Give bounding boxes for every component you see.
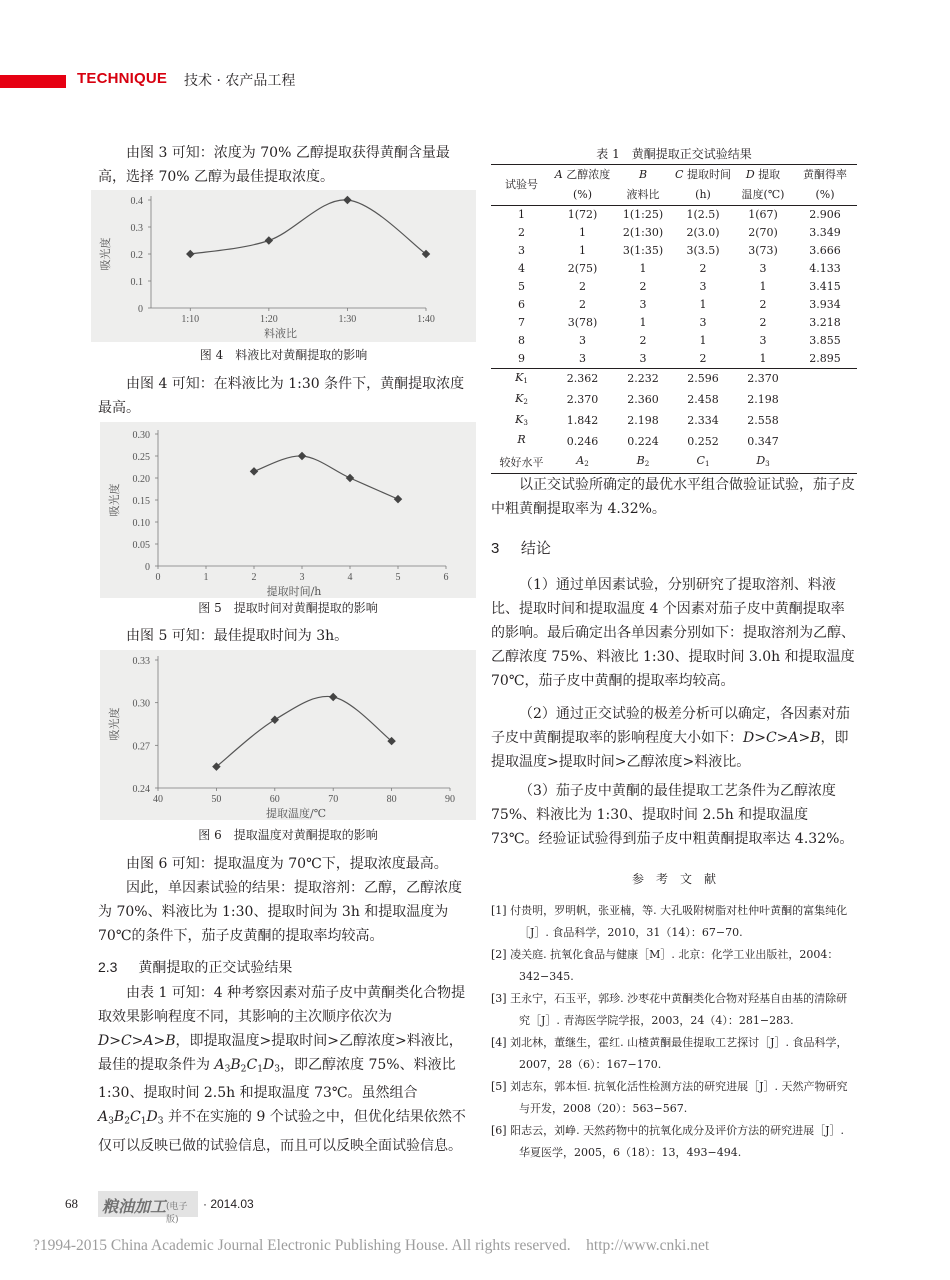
table-cell: 1 (579, 244, 586, 257)
y-tick-label: 0.4 (130, 196, 143, 207)
series-line (254, 456, 398, 499)
table-col0-header: 试验号 (505, 178, 538, 191)
table-cell: 1 (579, 226, 586, 239)
table-row (491, 278, 857, 296)
data-point (298, 452, 306, 460)
data-point (250, 467, 258, 475)
table-cell: 3 (699, 316, 707, 329)
y-tick-label: 0.3 (130, 223, 143, 234)
table-row (491, 332, 857, 350)
y-tick-label: 0.1 (130, 277, 143, 288)
table-cell: 3(3.5) (686, 244, 720, 257)
table-cell: 1 (639, 316, 647, 329)
table-1-grid (491, 165, 857, 473)
data-point (329, 693, 337, 701)
x-tick-label: 2 (251, 572, 257, 583)
table-header-a-bottom: (%) (572, 188, 593, 201)
table-cell: 9 (518, 352, 525, 365)
table-cell: $A_2$ (576, 454, 589, 468)
y-tick-label: 0.27 (132, 741, 150, 753)
figure-5-chart (100, 422, 476, 598)
table-cell: 2(70) (748, 226, 778, 239)
table-cell: 0.246 (566, 434, 599, 448)
figure-5-caption: 图 5 提取时间对黄酮提取的影响 (198, 601, 378, 615)
y-tick-label: 0.15 (132, 496, 150, 507)
figure-6-chart (100, 650, 476, 820)
table-header-d-top: D 提取 (745, 168, 781, 181)
table-cell: 2 (639, 280, 647, 293)
table-cell: 2.232 (627, 372, 659, 386)
y-tick-label: 0.2 (130, 250, 143, 261)
x-tick-label: 1:30 (338, 314, 357, 325)
table-cell: 4.133 (809, 262, 841, 275)
table-cell: 2.362 (566, 372, 599, 386)
figure-6 (100, 650, 476, 820)
table-cell: 7 (518, 316, 525, 329)
table-cell: $D_3$ (756, 454, 770, 468)
table-cell: 2.360 (627, 393, 659, 407)
table-row (491, 242, 857, 260)
table-1-title: 表 1 黄酮提取正交试验结果 (596, 147, 752, 161)
y-tick-label: 0.20 (132, 474, 150, 485)
table-stat-row (491, 390, 857, 411)
table-row (491, 314, 857, 332)
table-best-label: 较好水平 (499, 455, 544, 469)
table-cell: 1 (759, 280, 767, 293)
table-cell: 2 (759, 298, 767, 311)
para-fig6-conclusion: 由图 6 可知：提取温度为 70℃下，提取浓度最高。 (126, 856, 448, 872)
y-tick-label: 0.05 (132, 540, 150, 551)
table-cell: 4 (518, 262, 525, 275)
cnki-copyright: ?1994-2015 China Academic Journal Electronic Publishing House. All rights reserved. http://www.cnki.net (33, 1237, 710, 1254)
section-3-number: 3 (491, 540, 500, 557)
table-row (491, 206, 857, 225)
y-tick-label: 0.30 (132, 430, 150, 441)
table-cell: 3 (699, 280, 707, 293)
table-cell: 3 (759, 334, 767, 347)
table-cell: 2 (579, 280, 586, 293)
x-axis-title: 料液比 (264, 327, 297, 340)
y-tick-label: 0.24 (132, 784, 150, 795)
x-tick-label: 1 (203, 572, 209, 583)
table-header-yield-bottom: (%) (815, 188, 835, 201)
table-cell: 1(2.5) (686, 208, 720, 221)
figure-4-caption: 图 4 料液比对黄酮提取的影响 (199, 348, 368, 362)
x-tick-label: 70 (328, 794, 339, 805)
x-axis-title: 提取温度/℃ (265, 807, 327, 820)
table-cell: 2.370 (566, 393, 599, 407)
y-tick-label: 0.30 (132, 698, 150, 710)
reference-item: [3] 王永宁，石玉平，郭珍. 沙枣花中黄酮类化合物对羟基自由基的清除研究［J］. 青海医学院学报，2003，24（4）：281−283. (491, 992, 848, 1027)
x-tick-label: 3 (299, 572, 305, 583)
data-point (271, 715, 279, 723)
combo-b: $A_3B_2C_1D_3$ (98, 1109, 164, 1127)
table-cell: 3.934 (809, 298, 841, 311)
y-tick-label: 0.10 (132, 518, 150, 529)
x-tick-label: 50 (211, 794, 222, 805)
table-stat-label: $K_2$ (515, 391, 528, 406)
table-header-yield-top: 黄酮得率 (803, 168, 847, 181)
x-tick-label: 0 (155, 572, 161, 583)
series-line (216, 696, 391, 766)
table-cell: 1 (518, 208, 525, 221)
figure-4-chart (91, 190, 476, 342)
x-tick-label: 5 (395, 572, 401, 583)
y-tick-label: 0.33 (132, 656, 150, 667)
table-cell: 2.895 (809, 352, 841, 365)
table-cell: 1 (699, 334, 707, 347)
x-tick-label: 1:20 (259, 314, 278, 325)
header-brand-en: TECHNIQUE (77, 70, 168, 87)
table-cell: 2.558 (747, 413, 779, 427)
table-row (491, 224, 857, 242)
table-cell: 3(73) (748, 244, 778, 257)
table-cell: 2.198 (747, 393, 779, 407)
table-stat-label: R (517, 433, 526, 447)
table-cell: 3.415 (809, 280, 841, 293)
table-cell: 3 (579, 334, 586, 347)
table-stat-row (491, 369, 857, 390)
table-cell: 1(67) (748, 208, 778, 221)
conclusion-1: （1）通过单因素试验，分别研究了提取溶剂、料液比、提取时间和提取温度 4 个因素对茄子皮中黄酮提取率的影响。最后确定出各单因素分别如下：提取溶剂为乙醇、乙醇浓度 75%、料液比 1:30、提取时间 3.0h 和提取温度 70℃，茄子皮中黄酮的提取率均较高。 (491, 577, 855, 689)
table-header-b-bottom: 液料比 (626, 188, 660, 201)
y-tick-label: 0 (145, 562, 150, 573)
table-cell: 2 (759, 316, 767, 329)
table-cell: 3.218 (809, 316, 841, 329)
y-axis-title: 吸光度 (108, 483, 121, 517)
table-cell: 5 (518, 280, 525, 293)
table-header-a-top: A 乙醇浓度 (554, 168, 611, 181)
para-fig4-conclusion: 由图 4 可知：在料液比为 1:30 条件下，黄酮提取浓度最高。 (98, 376, 465, 416)
table-cell: 3(78) (567, 316, 598, 329)
table-cell: 3 (639, 352, 647, 365)
table-cell: 3 (518, 244, 525, 257)
table-cell: 3 (639, 298, 647, 311)
table-row (491, 350, 857, 369)
table-cell: 1 (639, 262, 647, 275)
table-stat-label: $K_1$ (515, 371, 528, 385)
data-point (265, 236, 273, 244)
table-cell: 3 (579, 352, 586, 365)
x-tick-label: 4 (347, 572, 353, 583)
section-2-3-number: 2.3 (98, 959, 118, 975)
table-header-d-bottom: 温度(℃) (741, 188, 785, 201)
journal-logo (98, 1191, 198, 1225)
para-verification: 以正交试验所确定的最优水平组合做验证试验，茄子皮中粗黄酮提取率为 4.32%。 (491, 477, 855, 517)
table-header-b-top: B (638, 168, 648, 181)
section-2-3-title: 黄酮提取的正交试验结果 (138, 960, 293, 976)
x-tick-label: 6 (443, 572, 449, 583)
table-cell: 2(3.0) (686, 226, 720, 239)
para-orthogonal-analysis: 由表 1 可知：4 种考察因素对茄子皮中黄酮类化合物提取效果影响程度不同，其影响的主次顺序依次为 D>C>A>B，即提取温度>提取时间>乙醇浓度>料液比，最佳的提取条件为 $A_3B_2C_1D_3$，即乙醇浓度 75%、料液比 1:30、提取时间 2.5h 和提取温度 73℃。虽然组合 $A_3B_2C_1D_3$ 并不在实施的 9 个试验之中，但优化结果依然不仅可以反映已做的试验信息，而且可以反映全面试验信息。 (98, 985, 466, 1154)
table-cell: 2 (579, 298, 586, 311)
y-axis-title: 吸光度 (99, 237, 112, 271)
reference-item: [2] 凌关庭. 抗氧化食品与健康［M］. 北京：化学工业出版社，2004：342−345. (491, 948, 839, 983)
y-tick-label: 0 (138, 304, 143, 315)
table-cell: 2.906 (809, 208, 841, 221)
table-stat-row (491, 431, 857, 452)
reference-item: [6] 阳志云，刘峥. 天然药物中的抗氧化成分及评价方法的研究进展［J］. 华夏医学，2005，6（18）：13，493−494. (491, 1124, 844, 1159)
data-point (186, 250, 194, 258)
figure-6-caption: 图 6 提取温度对黄酮提取的影响 (198, 828, 378, 842)
table-cell: 1(1:25) (622, 208, 664, 221)
table-cell: 1 (759, 352, 767, 365)
y-axis-title: 吸光度 (108, 707, 121, 741)
table-cell: 2 (518, 226, 525, 239)
x-axis-title: 提取时间/h (266, 585, 322, 598)
table-1 (491, 164, 857, 474)
table-cell: 2.198 (627, 413, 659, 427)
table-cell: 3 (759, 262, 767, 275)
table-stat-row (491, 411, 857, 432)
page-number: 68 (65, 1196, 78, 1211)
header-accent-bar (0, 75, 66, 88)
journal-logo-text: 粮油加工 (102, 1197, 167, 1216)
table-cell: $B_2$ (636, 454, 650, 468)
x-tick-label: 40 (153, 794, 163, 805)
table-row (491, 260, 857, 278)
table-header-c-bottom: (h) (695, 188, 711, 201)
table-cell: 6 (518, 298, 525, 311)
table-cell: 2.370 (747, 372, 779, 386)
section-3-heading (491, 537, 551, 558)
x-tick-label: 1:40 (417, 314, 435, 325)
table-cell: 0.252 (687, 434, 719, 448)
conclusion-2: （2）通过正交试验的极差分析可以确定，各因素对茄子皮中黄酮提取率的影响程度大小如下：D>C>A>B，即提取温度>提取时间>乙醇浓度>料液比。 (491, 706, 850, 770)
reference-item: [4] 刘北林，董继生，霍红. 山楂黄酮最佳提取工艺探讨［J］. 食品科学，2007，28（6）：167−170. (491, 1036, 848, 1071)
table-cell: 0.347 (747, 434, 779, 448)
table-cell: 8 (518, 334, 525, 347)
issue-date: · 2014.03 (203, 1197, 254, 1211)
table-cell: 2(75) (567, 262, 598, 275)
table-cell: 1(72) (567, 208, 598, 221)
table-best-level-row (491, 452, 857, 473)
x-tick-label: 90 (445, 794, 455, 805)
y-tick-label: 0.25 (132, 452, 150, 463)
table-stat-label: $K_3$ (515, 412, 528, 427)
table-cell: 1 (699, 298, 707, 311)
table-cell: 1.842 (566, 413, 599, 427)
para-fig3-conclusion: 由图 3 可知：浓度为 70% 乙醇提取获得黄酮含量最高，选择 70% 乙醇为最佳提取浓度。 (98, 145, 450, 185)
series-line (190, 200, 426, 254)
data-point (346, 474, 354, 482)
figure-4 (91, 190, 476, 342)
table-header-c-top: C 提取时间 (675, 168, 731, 181)
table-cell: 3.855 (809, 334, 841, 347)
table-cell: 3(1:35) (622, 244, 664, 257)
table-cell: 2 (639, 334, 647, 347)
journal-logo-edition: (电子版) (166, 1202, 188, 1225)
data-point (394, 495, 402, 503)
table-cell: 2.596 (687, 372, 719, 386)
references-title: 参 考 文 献 (631, 872, 716, 886)
combo-a: $A_3B_2C_1D_3$ (214, 1057, 281, 1075)
references-list (491, 900, 857, 1164)
table-cell: 3.666 (809, 244, 841, 257)
section-2-3-heading (98, 957, 292, 977)
section-3-title: 结论 (520, 539, 551, 557)
para-fig5-conclusion: 由图 5 可知：最佳提取时间为 3h。 (126, 628, 349, 644)
table-cell: 2 (699, 262, 707, 275)
reference-item: [5] 刘志东，郭本恒. 抗氧化活性检测方法的研究进展［J］. 天然产物研究与开发，2008（20）：563−567. (491, 1080, 848, 1115)
para-single-factor-summary: 因此，单因素试验的结果：提取溶剂：乙醇，乙醇浓度为 70%、料液比为 1:30、提取时间为 3h 和提取温度为 70℃的条件下，茄子皮黄酮的提取率均较高。 (98, 880, 462, 944)
table-cell: 2 (699, 352, 707, 365)
figure-5 (100, 422, 476, 598)
table-cell: 2.458 (687, 393, 719, 407)
x-tick-label: 60 (269, 794, 280, 805)
table-cell: 0.224 (627, 434, 659, 448)
x-tick-label: 1:10 (181, 314, 200, 325)
table-cell: 2(1:30) (622, 226, 664, 239)
table-cell: 2.334 (687, 413, 719, 427)
table-cell: $C_1$ (696, 454, 710, 468)
x-tick-label: 80 (386, 794, 397, 805)
reference-item: [1] 付贵明，罗明帆，张亚楠，等. 大孔吸附树脂对杜仲叶黄酮的富集纯化［J］. 食品科学，2010，31（14）：67−70. (491, 904, 848, 939)
data-point (343, 196, 351, 204)
table-cell: 3.349 (809, 226, 841, 239)
header-section-cn: 技术 · 农产品工程 (184, 73, 296, 89)
table-row (491, 296, 857, 314)
conclusion-3: （3）茄子皮中黄酮的最佳提取工艺条件为乙醇浓度 75%、料液比为 1:30、提取时间 2.5h 和提取温度 73℃。经验证试验得到茄子皮中粗黄酮提取率达 4.32%。 (491, 783, 854, 847)
